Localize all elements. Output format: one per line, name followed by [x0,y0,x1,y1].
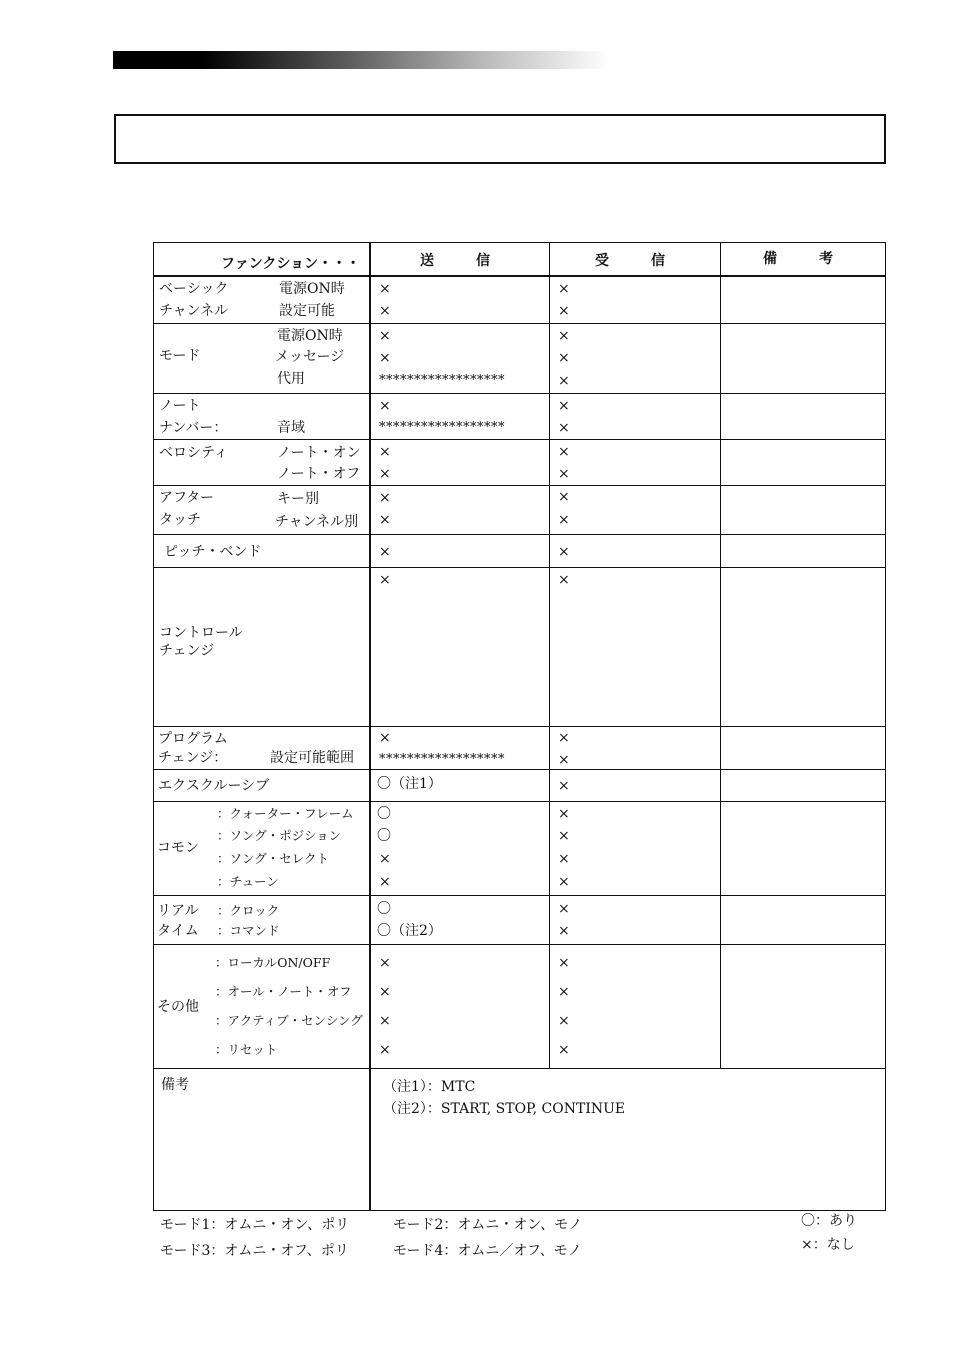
row-sublabel: チャンネル別 [275,514,359,530]
row-label: チャンネル [159,303,229,319]
receive-value: × [558,955,570,971]
transmit-value: 〇（注1） [377,776,442,792]
header-function: ファンクション・・・ [221,256,361,272]
receive-value: × [558,512,570,528]
row-label: モード [159,348,201,364]
transmit-value: × [379,398,391,414]
transmit-value: × [379,490,391,506]
receive-value: × [558,806,570,822]
row-label: チェンジ [159,643,215,659]
row-label: タイム [157,923,199,939]
transmit-value: × [379,851,391,867]
row-sublabel: 電源ON時 [277,328,343,344]
row-sublabel: ノート・オン [277,445,361,461]
row-label: エクスクルーシブ [158,778,270,794]
receive-value: × [558,398,570,414]
receive-value: × [558,730,570,746]
row-label: コモン [157,840,199,856]
row-sublabel: ：クロック [217,903,280,918]
row-sublabel: ：アクティブ・センシング [215,1013,363,1028]
receive-value: × [558,851,570,867]
row-label: リアル [157,903,199,919]
row-label: ベロシティ [159,445,228,461]
transmit-value: ****************** [379,752,505,767]
row-divider [153,485,886,486]
receive-value: × [558,444,570,460]
row-label: プログラム [158,731,228,747]
receive-value: × [558,489,570,505]
row-sublabel: ：ソング・ポジション [217,828,342,843]
receive-value: × [558,984,570,1000]
row-label: チェンジ： [158,750,228,766]
mode-4-description: モード4：オムニ／オフ、モノ [393,1243,582,1259]
row-divider [153,801,886,802]
row-sublabel: 電源ON時 [279,281,345,297]
transmit-value: ****************** [379,373,505,388]
row-divider [153,567,886,568]
receive-value: × [558,281,570,297]
receive-value: × [558,1013,570,1029]
row-label: ピッチ・ベンド [164,544,262,560]
row-sublabel: メッセージ [275,349,345,365]
header-transmit: 送 信 [420,253,490,269]
mode-3-description: モード3：オムニ・オフ、ポリ [160,1243,349,1259]
row-sublabel: ノート・オフ [277,466,361,482]
legend-yes: 〇：あり [801,1213,857,1229]
receive-value: × [558,1042,570,1058]
receive-value: × [558,778,570,794]
transmit-value: × [379,572,391,588]
transmit-value: × [379,1042,391,1058]
receive-value: × [558,828,570,844]
transmit-value: × [379,350,391,366]
row-sublabel: 設定可能範囲 [270,750,354,766]
receive-value: × [558,544,570,560]
transmit-value: × [379,281,391,297]
transmit-value: × [379,466,391,482]
receive-value: × [558,303,570,319]
note-1: （注1）：MTC [383,1079,476,1095]
receive-value: × [558,420,570,436]
transmit-value: ****************** [379,420,505,435]
row-label: ナンバー： [159,420,228,436]
receive-value: × [558,874,570,890]
row-label: ベーシック [159,281,229,297]
title-box [114,114,886,164]
receive-value: × [558,572,570,588]
receive-value: × [558,328,570,344]
row-divider [153,1068,886,1069]
row-divider [153,944,886,945]
transmit-value: 〇（注2） [377,923,442,939]
row-label: タッチ [159,512,201,528]
receive-value: × [558,350,570,366]
row-divider [153,769,886,770]
receive-value: × [558,752,570,768]
row-sublabel: ：クォーター・フレーム [217,806,354,821]
row-divider [153,439,886,440]
transmit-value: 〇 [377,901,391,917]
row-divider [153,895,886,896]
notes-label: 備考 [161,1077,189,1093]
row-sublabel: 代用 [277,371,305,387]
row-divider [153,726,886,727]
header-divider [153,275,886,277]
transmit-value: × [379,328,391,344]
row-divider [153,323,886,324]
receive-value: × [558,901,570,917]
row-sublabel: ：ソング・セレクト [217,851,330,866]
row-label: コントロール [159,625,243,641]
row-sublabel: 音域 [277,420,305,436]
header-remarks: 備 考 [763,251,833,267]
mode-2-description: モード2：オムニ・オン、モノ [393,1217,583,1233]
transmit-value: × [379,1013,391,1029]
row-label: ノート [159,398,201,414]
transmit-value: × [379,544,391,560]
transmit-value: × [379,874,391,890]
row-divider [153,534,886,535]
transmit-value: × [379,444,391,460]
row-sublabel: 設定可能 [279,303,335,319]
receive-value: × [558,923,570,939]
note-2: （注2）：START, STOP, CONTINUE [383,1101,626,1117]
legend-no: ×：なし [801,1237,855,1253]
row-sublabel: ：チューン [217,874,279,889]
transmit-value: × [379,984,391,1000]
transmit-value: 〇 [377,806,391,822]
row-sublabel: ：リセット [215,1042,278,1057]
mode-1-description: モード1：オムニ・オン、ポリ [160,1217,350,1233]
row-label: その他 [157,999,199,1015]
header-gradient-bar [113,51,610,69]
receive-value: × [558,466,570,482]
header-receive: 受 信 [595,253,665,269]
row-label: アフター [159,490,215,506]
row-sublabel: ：オール・ノート・オフ [215,984,352,999]
transmit-value: 〇 [377,828,391,844]
transmit-value: × [379,955,391,971]
receive-value: × [558,373,570,389]
transmit-value: × [379,303,391,319]
row-divider [153,393,886,394]
row-sublabel: ：ローカルON/OFF [215,955,331,970]
transmit-value: × [379,730,391,746]
row-sublabel: キー別 [277,491,319,507]
transmit-value: × [379,512,391,528]
row-sublabel: ：コマンド [217,923,280,938]
